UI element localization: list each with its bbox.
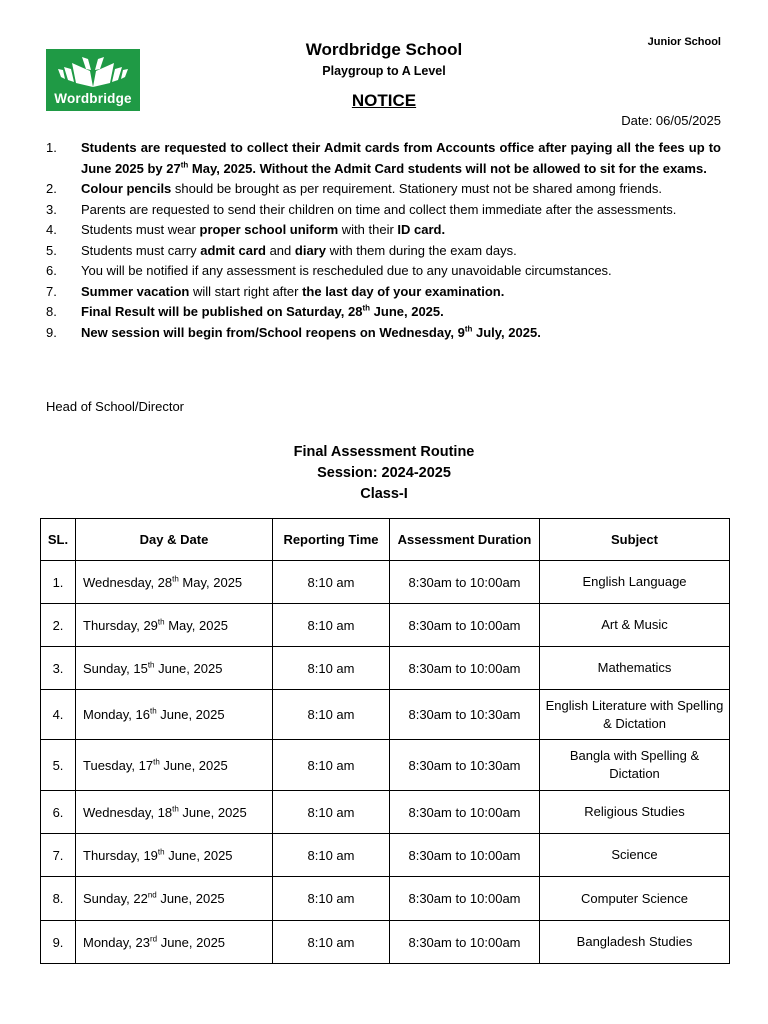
routine-table xyxy=(40,518,730,964)
day-suffix: th xyxy=(147,660,155,670)
notice-text: Students must carry xyxy=(81,242,201,258)
section-label: Junior School xyxy=(647,36,721,48)
cell-duration: 8:30am to 10:30am xyxy=(390,740,540,791)
notice-number: 3. xyxy=(46,201,57,217)
day-suffix: rd xyxy=(149,934,158,944)
cell-day-date xyxy=(76,834,273,877)
cell-day-date xyxy=(76,647,273,690)
day-suffix: th xyxy=(172,804,179,814)
cell-subject: Religious Studies xyxy=(540,791,730,834)
cell-duration: 8:30am to 10:00am xyxy=(390,561,540,604)
day-suffix: th xyxy=(157,847,165,857)
day-suffix: th xyxy=(157,617,165,627)
cell-reporting-time: 8:10 am xyxy=(273,921,390,964)
notice-item xyxy=(46,138,721,179)
notice-text: Students are requested to collect their Admit cards from Accounts office after paying all the fees up to June 2025 by 27 xyxy=(81,140,721,176)
cell-sl: 8. xyxy=(41,877,76,921)
notice-number: 9. xyxy=(46,324,57,340)
cell-reporting-time: 8:10 am xyxy=(273,834,390,877)
cell-sl: 5. xyxy=(41,740,76,791)
cell-reporting-time: 8:10 am xyxy=(273,877,390,921)
cell-reporting-time: 8:10 am xyxy=(273,791,390,834)
notice-item xyxy=(46,302,721,323)
column-header-reporting: Reporting Time xyxy=(273,519,390,561)
notice-text: the last day of your examination. xyxy=(302,283,505,299)
notice-number: 8. xyxy=(46,304,57,319)
day-text: Thursday, 29 xyxy=(83,617,158,633)
table-row xyxy=(41,740,730,791)
notice-number: 1. xyxy=(46,140,57,155)
notice-text: You will be notified if any assessment is rescheduled due to any unavoidable circumstances. xyxy=(81,263,612,278)
notice-number: 5. xyxy=(46,242,57,258)
cell-reporting-time: 8:10 am xyxy=(273,740,390,791)
month-text: June, 2025 xyxy=(157,934,226,950)
cell-day-date xyxy=(76,740,273,791)
notice-list xyxy=(46,138,721,343)
notice-text: th xyxy=(180,160,189,170)
day-text: Thursday, 19 xyxy=(83,847,158,863)
table-row xyxy=(41,877,730,921)
notice-text: Colour pencils xyxy=(81,181,172,196)
notice-text: May, 2025. Without the Admit Card students will not be allowed to sit for the exams. xyxy=(188,160,707,176)
notice-text: Parents are requested to send their children on time and collect them immediate after the assessments. xyxy=(81,201,677,217)
notice-number: 4. xyxy=(46,222,57,237)
month-text: May, 2025 xyxy=(178,574,243,590)
notice-text: th xyxy=(464,324,473,334)
cell-sl: 2. xyxy=(41,604,76,647)
month-text: June, 2025 xyxy=(178,804,247,820)
column-header-duration: Assessment Duration xyxy=(390,519,540,561)
notice-text: should be brought as per requirement. Stationery must not be shared among friends. xyxy=(171,181,662,196)
cell-day-date xyxy=(76,604,273,647)
notice-item xyxy=(46,282,721,303)
day-text: Monday, 16 xyxy=(83,707,150,722)
cell-subject: English Language xyxy=(540,561,730,604)
notice-number: 2. xyxy=(46,181,57,196)
school-subtitle: Playgroup to A Level xyxy=(322,64,446,78)
cell-sl: 3. xyxy=(41,647,76,690)
cell-reporting-time: 8:10 am xyxy=(273,647,390,690)
month-text: May, 2025 xyxy=(164,617,228,633)
cell-reporting-time: 8:10 am xyxy=(273,690,390,740)
notice-item xyxy=(46,200,721,221)
table-row xyxy=(41,561,730,604)
cell-day-date xyxy=(76,921,273,964)
notice-text: admit card xyxy=(200,242,266,258)
cell-sl: 4. xyxy=(41,690,76,740)
notice-text: New session will begin from/School reopens on Wednesday, 9 xyxy=(81,324,465,340)
column-header-day: Day & Date xyxy=(76,519,273,561)
routine-heading xyxy=(0,442,768,505)
table-row xyxy=(41,791,730,834)
notice-item xyxy=(46,261,721,282)
cell-subject: Mathematics xyxy=(540,647,730,690)
notice-item xyxy=(46,241,721,262)
column-header-subject: Subject xyxy=(540,519,730,561)
month-text: June, 2025 xyxy=(156,707,225,722)
table-row xyxy=(41,647,730,690)
table-row xyxy=(41,834,730,877)
cell-subject: Computer Science xyxy=(540,877,730,921)
cell-day-date xyxy=(76,877,273,921)
routine-session: Session: 2024-2025 xyxy=(317,465,451,481)
cell-reporting-time: 8:10 am xyxy=(273,561,390,604)
notice-text: diary xyxy=(294,242,326,258)
cell-day-date xyxy=(76,561,273,604)
notice-text: with their xyxy=(338,222,398,237)
notice-item xyxy=(46,220,721,241)
notice-text: with them during the exam days. xyxy=(325,242,517,258)
day-suffix: nd xyxy=(147,890,157,900)
month-text: June, 2025 xyxy=(164,847,233,863)
day-suffix: th xyxy=(172,574,179,584)
cell-sl: 7. xyxy=(41,834,76,877)
table-row xyxy=(41,921,730,964)
cell-day-date xyxy=(76,690,273,740)
day-text: Wednesday, 18 xyxy=(83,804,173,820)
notice-title: NOTICE xyxy=(351,91,417,110)
routine-title: Final Assessment Routine xyxy=(293,444,475,460)
cell-sl: 6. xyxy=(41,791,76,834)
notice-text: July, 2025. xyxy=(472,324,541,340)
cell-subject: Bangla with Spelling & Dictation xyxy=(540,740,730,791)
day-text: Wednesday, 28 xyxy=(83,574,173,590)
cell-duration: 8:30am to 10:00am xyxy=(390,921,540,964)
cell-duration: 8:30am to 10:00am xyxy=(390,791,540,834)
notice-text: Students must wear xyxy=(81,222,200,237)
day-suffix: th xyxy=(149,706,157,716)
notice-text: and xyxy=(265,242,295,258)
month-text: June, 2025 xyxy=(154,660,223,676)
notice-text: will start right after xyxy=(189,283,303,299)
notice-date: Date: 06/05/2025 xyxy=(621,113,721,128)
routine-class: Class-I xyxy=(360,486,408,502)
day-text: Sunday, 22 xyxy=(83,891,148,906)
signature: Head of School/Director xyxy=(46,399,185,414)
cell-reporting-time: 8:10 am xyxy=(273,604,390,647)
cell-subject: Art & Music xyxy=(540,604,730,647)
cell-sl: 9. xyxy=(41,921,76,964)
table-header-row xyxy=(41,519,730,561)
day-text: Sunday, 15 xyxy=(83,660,148,676)
cell-subject: Science xyxy=(540,834,730,877)
notice-text: Final Result will be published on Saturday, 28 xyxy=(81,304,363,319)
cell-subject: English Literature with Spelling & Dictation xyxy=(540,690,730,740)
notice-text: June, 2025. xyxy=(370,304,444,319)
notice-text: th xyxy=(362,303,371,313)
day-suffix: th xyxy=(153,757,160,767)
column-header-sl: SL. xyxy=(41,519,76,561)
notice-item xyxy=(46,323,721,344)
day-text: Monday, 23 xyxy=(83,934,150,950)
logo-text: Wordbridge xyxy=(54,91,132,106)
notice-number: 6. xyxy=(46,263,57,278)
month-text: June, 2025 xyxy=(159,757,228,773)
month-text: June, 2025 xyxy=(156,891,225,906)
cell-duration: 8:30am to 10:00am xyxy=(390,834,540,877)
cell-day-date xyxy=(76,791,273,834)
cell-duration: 8:30am to 10:00am xyxy=(390,604,540,647)
notice-item xyxy=(46,179,721,200)
table-row xyxy=(41,604,730,647)
cell-duration: 8:30am to 10:00am xyxy=(390,647,540,690)
cell-duration: 8:30am to 10:00am xyxy=(390,877,540,921)
table-row xyxy=(41,690,730,740)
cell-subject: Bangladesh Studies xyxy=(540,921,730,964)
notice-text: Summer vacation xyxy=(81,283,190,299)
cell-sl: 1. xyxy=(41,561,76,604)
cell-duration: 8:30am to 10:30am xyxy=(390,690,540,740)
notice-text: proper school uniform xyxy=(199,222,339,237)
notice-text: ID card. xyxy=(397,222,446,237)
day-text: Tuesday, 17 xyxy=(83,757,154,773)
notice-number: 7. xyxy=(46,283,57,299)
school-name: Wordbridge School xyxy=(305,40,463,59)
